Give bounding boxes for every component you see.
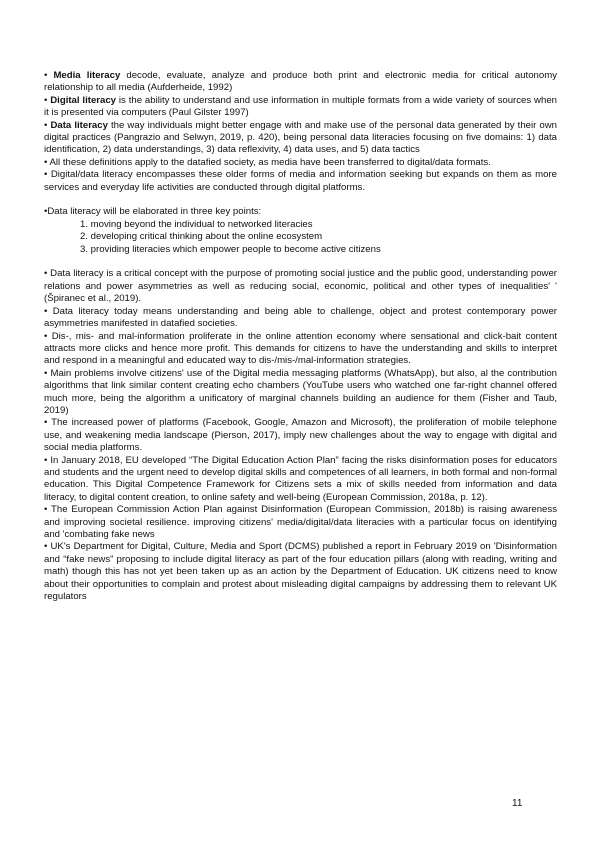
body-paragraph: • The European Commission Action Plan against Disinformation (European Commission, 2018b) is raising awareness and improving societal resilience. improving citizens' media/digital/data literacies with a particular focus on identifying and 'combating fake news [44, 504, 557, 540]
definition-term: Media literacy [53, 70, 121, 81]
definition-media-literacy: • Media literacy decode, evaluate, analyze and produce both print and electronic media for critical autonomy relationship to all media (Aufderheide, 1992) [44, 70, 557, 94]
definition-term: Data literacy [50, 119, 108, 131]
body-paragraph: • Dis-, mis- and mal-information proliferate in the online attention economy where sensational and click-bait content attracts more clicks and hence more profit. This demands for citizens to have the understanding and skills to interpret and respond in a meaningful and educated way to dis-/mis-/mal-information strategies. [44, 330, 557, 367]
key-point-item: 1. moving beyond the individual to networked literacies [80, 218, 313, 230]
body-paragraph: • The increased power of platforms (Facebook, Google, Amazon and Microsoft), the proliferation of mobile telephone use, and weakening media landscape (Pierson, 2017), imply new challenges about the way to engage with digital and social media platforms. [44, 417, 557, 454]
paragraph-digital-data-literacy: • Digital/data literacy encompasses these older forms of media and information seeking but expands on them as more services and everyday life activities are conducted through digital platforms. [44, 169, 557, 193]
key-point-item: 3. providing literacies which empower people to become active citizens [80, 243, 381, 255]
body-paragraph: • Data literacy today means understanding and being able to challenge, object and protest contemporary power asymmetries manifested in datafied societies. [44, 305, 557, 330]
key-points-list [44, 219, 557, 256]
document-page [44, 70, 557, 603]
body-paragraph: • UK's Department for Digital, Culture, Media and Sport (DCMS) published a report in February 2019 on 'Disinformation and “fake news” proposing to include digital literacy as part of the four education pillars (along with reading, writing and math) though this has not yet been taken up as an action by the Department of Education. UK citizens need to know about their opportunities to complain and protest about misleading digital campaigns by addressing them to relevant UK regulators [44, 541, 557, 603]
body-paragraph: • Main problems involve citizens' use of the Digital media messaging platforms (WhatsApp), but also, al the contribution algorithms that link similar content creating echo chambers (YouTube users who watched one far-right channel offered much more, being the algorithm a unificatory of marginal channels building an audience for them (Fisher and Taub, 2019) [44, 367, 557, 416]
paragraph-datafied-society: • All these definitions apply to the datafied society, as media have been transferred to digital/data formats. [44, 156, 491, 168]
definition-text: the way individuals might better engage with and make use of the personal data generated by their own digital practices (Pangrazio and Selwyn, 2019, p. 420), being personal data literacies focusing on five domains: 1) data identification, 2) data understandings, 3) data reflexivity, 4) data uses, and 5) data tactics [44, 119, 558, 156]
spacer [44, 194, 557, 206]
body-paragraph: • Data literacy is a critical concept with the purpose of promoting social justice and the public good, understanding power relations and power asymmetries as well as reducing social, economic, political and other types of inequalities' ' (Špiranec et al., 2019). [44, 268, 557, 305]
definition-text: is the ability to understand and use information in multiple formats from a wide variety of sources when it is presented via computers (Paul Gilster 1997) [44, 94, 557, 119]
body-paragraph: • In January 2018, EU developed “The Digital Education Action Plan” facing the risks disinformation poses for educators and students and the urgent need to develop digital skills and competences of all learners, in both formal and non-formal education. This Digital Competence Framework for Citizens sets a mix of skills needed from information and data literacy, to digital content creation, to online safety and well-being (European Commission, 2018a, p. 12). [44, 454, 557, 503]
definition-text: decode, evaluate, analyze and produce both print and electronic media for critical autonomy relationship to all media (Aufderheide, 1992) [44, 70, 557, 94]
key-point-item: 2. developing critical thinking about the online ecosystem [80, 231, 323, 243]
spacer [44, 256, 557, 268]
key-points-intro: •Data literacy will be elaborated in three key points: [44, 206, 262, 218]
page-number: 11 [512, 798, 523, 809]
definition-term: Digital literacy [50, 94, 117, 106]
definition-digital-literacy: • Digital literacy is the ability to understand and use information in multiple formats from a wide variety of sources when it is presented via computers (Paul Gilster 1997) [44, 94, 557, 119]
definition-data-literacy: • Data literacy the way individuals might better engage with and make use of the personal data generated by their own digital practices (Pangrazio and Selwyn, 2019, p. 420), being personal data literacies focusing on five domains: 1) data identification, 2) data understandings, 3) data reflexivity, 4) data uses, and 5) data tactics [44, 119, 558, 156]
